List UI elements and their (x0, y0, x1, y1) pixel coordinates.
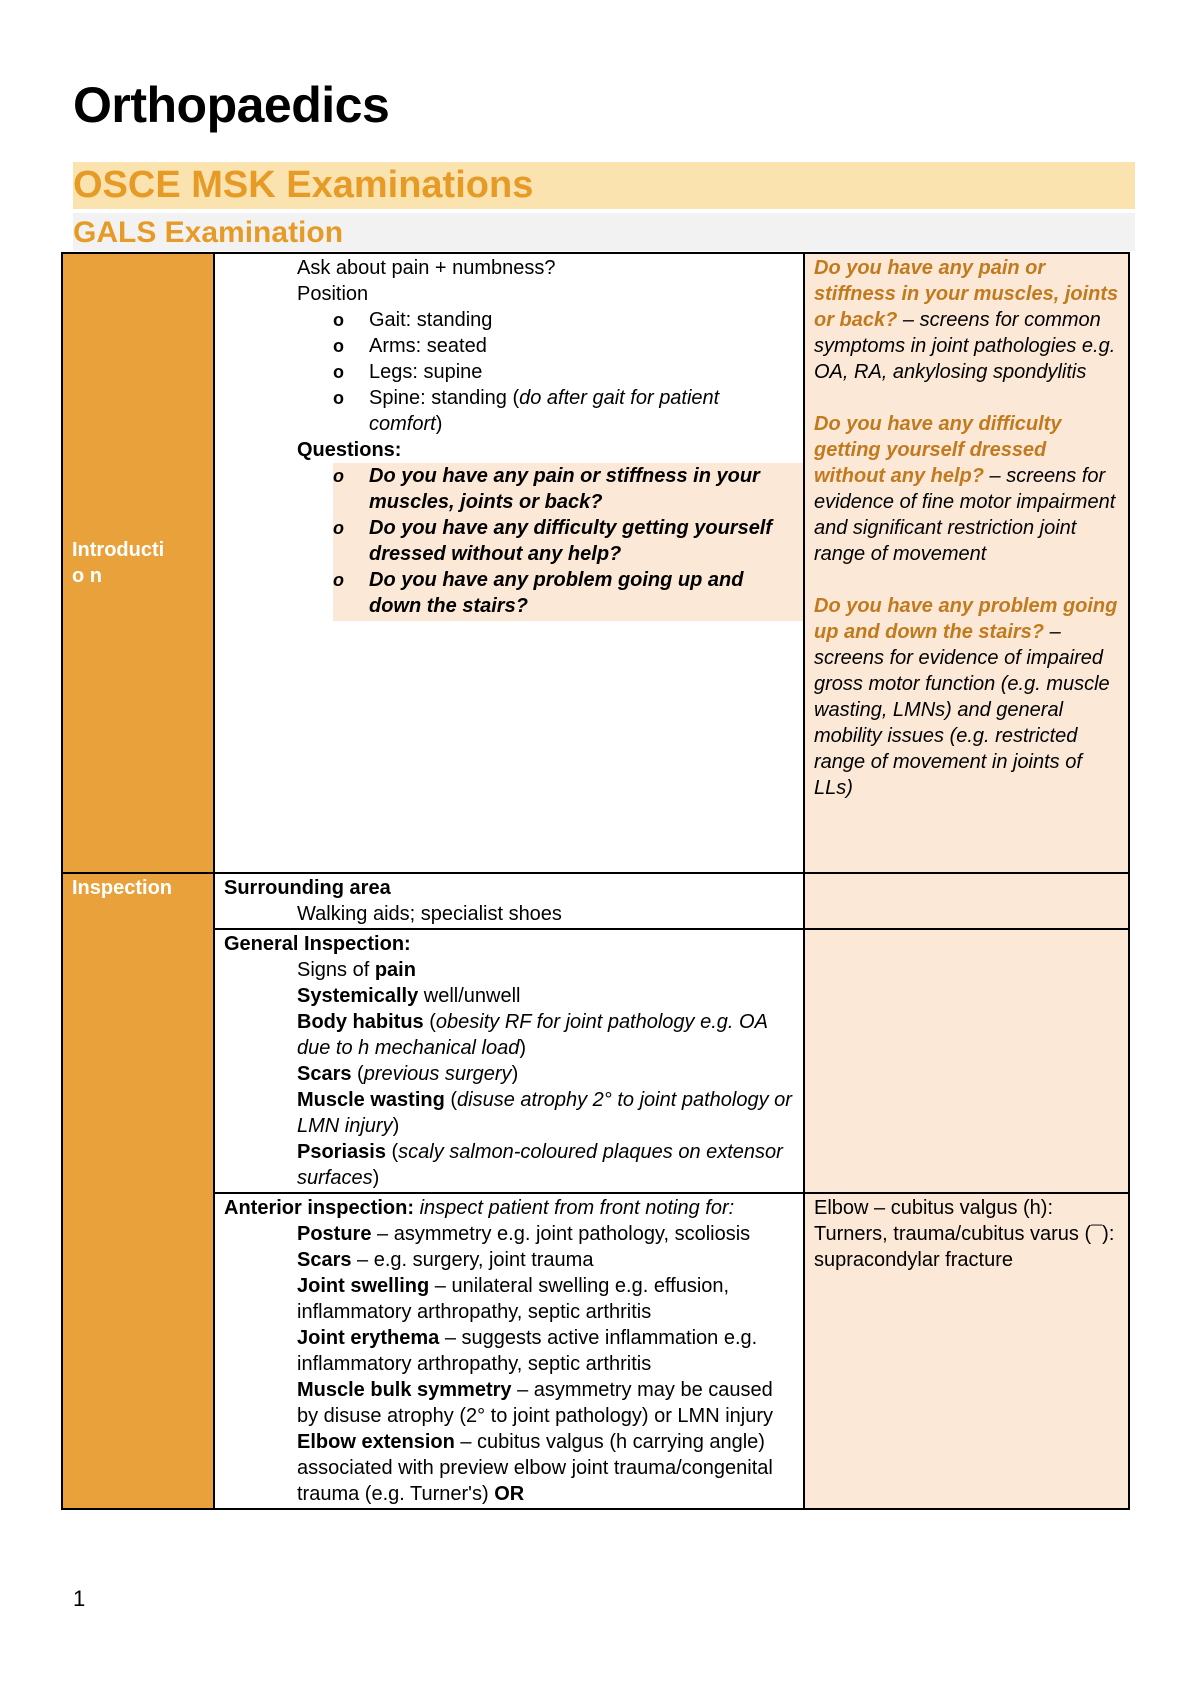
list-item: Scars (previous surgery) (297, 1063, 519, 1085)
note-2: Do you have any difficulty getting yourself dressed without any help? – screens for evidence of fine motor impairment and significant restriction joint range of movement (814, 413, 1116, 565)
subsection-heading: GALS Examination (73, 213, 1135, 251)
list-item: Joint swelling – unilateral swelling e.g. effusion, inflammatory arthropathy, septic arthritis (297, 1275, 730, 1323)
list-item: Muscle wasting (disuse atrophy 2° to joint pathology or LMN injury) (297, 1089, 792, 1137)
list-item: Scars – e.g. surgery, joint trauma (297, 1249, 594, 1271)
page-title: Orthopaedics (73, 77, 390, 133)
section-heading: OSCE MSK Examinations (73, 162, 1135, 209)
table-row-general (62, 929, 1129, 1193)
section-label-intro: Introductio n (62, 253, 214, 873)
list-item: o Do you have any problem going up and down the stairs? (333, 567, 799, 619)
table-row-anterior (62, 1193, 1129, 1509)
list-item: Psoriasis (scaly salmon-coloured plaques on extensor surfaces) (297, 1141, 783, 1189)
list-item: Muscle bulk symmetry – asymmetry may be caused by disuse atrophy (2° to joint pathology) or LMN injury (297, 1379, 774, 1427)
gals-table (61, 252, 1130, 1510)
note-1: Do you have any pain or stiffness in your muscles, joints or back? – screens for common symptoms in joint pathologies e.g. OA, RA, ankylosing spondylitis (814, 257, 1119, 383)
questions-label: Questions: (297, 439, 402, 461)
list-item: o Do you have any pain or stiffness in your muscles, joints or back? (333, 463, 799, 515)
list-item: o Arms: seated (333, 333, 794, 359)
list-item: Posture – asymmetry e.g. joint pathology, scoliosis (297, 1223, 751, 1245)
page-number: 1 (73, 1586, 86, 1611)
section-label-inspection: Inspection (62, 873, 214, 1509)
positions-list (224, 307, 794, 437)
list-item: Systemically well/unwell (297, 985, 521, 1007)
intro-content: Ask about pain + numbness? Position o Gait: standing o Arms: seated o Legs: supine o Spine: standing (do after gait for patient comfort) Questions: o Do you have any pain or stiffness in your muscles, joints or back? o Do you have any difficulty getting yourself dressed without any help? o Do you have any problem going up and down the stairs? (214, 253, 804, 873)
intro-notes (804, 253, 1129, 873)
table-row-intro (62, 253, 1129, 873)
anterior-notes: Elbow – cubitus valgus (h): Turners, trauma/cubitus varus (¯): supracondylar fracture (804, 1193, 1129, 1509)
list-item: o Gait: standing (333, 307, 794, 333)
list-item: Joint erythema – suggests active inflammation e.g. inflammatory arthropathy, septic arthritis (297, 1327, 758, 1375)
list-item: o Do you have any difficulty getting yourself dressed without any help? (333, 515, 799, 567)
list-item: Body habitus (obesity RF for joint pathology e.g. OA due to h mechanical load) (297, 1011, 768, 1059)
list-item: Signs of pain (297, 959, 416, 981)
surrounding-content: Surrounding area Walking aids; specialist shoes (214, 873, 804, 929)
list-item: o Spine: standing (do after gait for patient comfort) (333, 385, 794, 437)
table-row-surrounding (62, 873, 1129, 929)
note-3: Do you have any problem going up and down the stairs? – screens for evidence of impaired gross motor function (e.g. muscle wasting, LMNs) and general mobility issues (e.g. restricted range of movement in joints of LLs) (814, 595, 1118, 799)
general-notes (804, 929, 1129, 1193)
anterior-content: Anterior inspection: inspect patient from front noting for: Posture – asymmetry e.g. joint pathology, scoliosis Scars – e.g. surgery, joint trauma Joint swelling – unilateral swelling e.g. effusion, inflammatory arthropathy, septic arthritis Joint erythema – suggests active inflammation e.g. inflammatory arthropathy, septic arthritis Muscle bulk symmetry – asymmetry may be caused by disuse atrophy (2° to joint pathology) or LMN injury Elbow extension – cubitus valgus (h carrying angle) associated with preview elbow joint trauma/congenital trauma (e.g. Turner's) OR (214, 1193, 804, 1509)
surrounding-notes (804, 873, 1129, 929)
list-item: Elbow extension – cubitus valgus (h carrying angle) associated with preview elbow joint trauma/congenital trauma (e.g. Turner's) OR (297, 1431, 773, 1505)
list-item: o Legs: supine (333, 359, 794, 385)
general-content: General Inspection: Signs of pain Systemically well/unwell Body habitus (obesity RF for joint pathology e.g. OA due to h mechanical load) Scars (previous surgery) Muscle wasting (disuse atrophy 2° to joint pathology or LMN injury) Psoriasis (scaly salmon-coloured plaques on extensor surfaces) (214, 929, 804, 1193)
questions-box (333, 463, 803, 621)
